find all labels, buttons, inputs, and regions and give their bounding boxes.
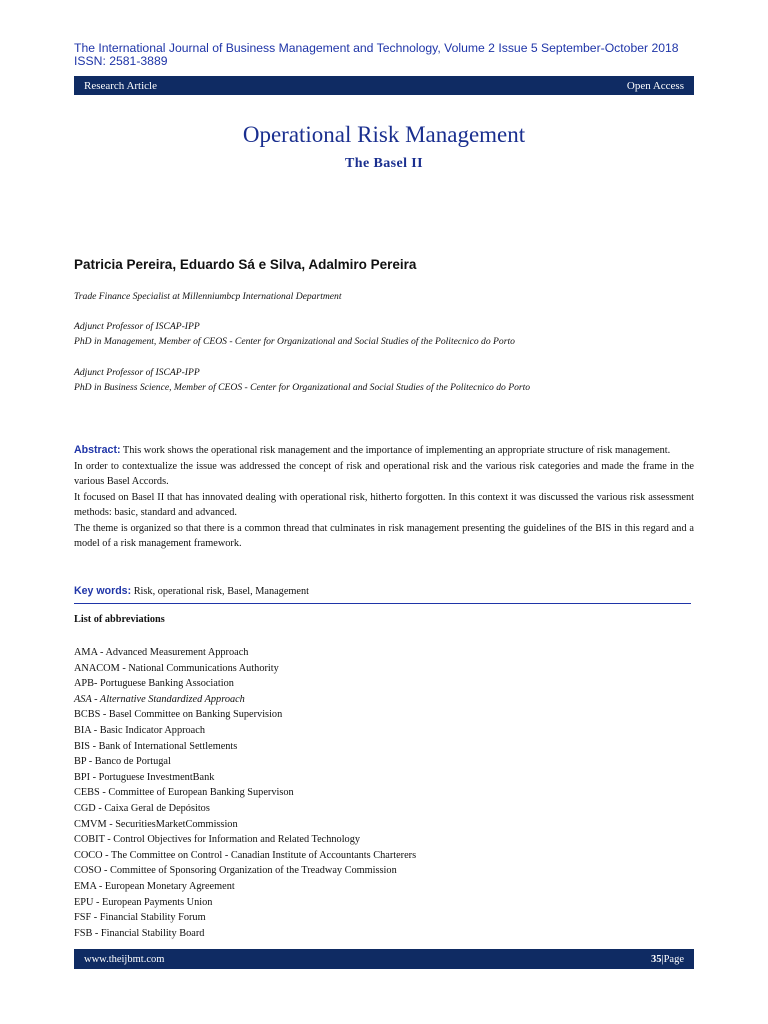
abbreviation-item: ASA - Alternative Standardized Approach	[74, 693, 245, 705]
abbreviation-item: COBIT - Control Objectives for Information and Related Technology	[74, 834, 361, 846]
journal-website: www.theijbmt.com	[84, 953, 165, 965]
abbreviation-item: BCBS - Basel Committee on Banking Supervision	[74, 709, 283, 721]
page-indicator	[651, 954, 684, 965]
abbreviation-item: FSB - Financial Stability Board	[74, 927, 205, 939]
keywords-divider	[74, 603, 691, 604]
journal-header	[74, 42, 714, 68]
abbreviation-item: AMA - Advanced Measurement Approach	[74, 647, 249, 658]
abbreviation-item: FSF - Financial Stability Forum	[74, 912, 206, 924]
abbreviations-list	[74, 645, 694, 941]
paper-subtitle: The Basel II	[345, 156, 423, 171]
page-label: |Page	[661, 953, 684, 965]
abbreviation-item: CMVM - SecuritiesMarketCommission	[74, 818, 238, 830]
abbreviation-item: EPU - European Payments Union	[74, 896, 213, 908]
keywords-section	[74, 584, 694, 599]
affiliation-line: Trade Finance Specialist at Millenniumbcp International Department	[74, 291, 342, 302]
page-number: 35	[650, 953, 662, 965]
journal-citation: The International Journal of Business Management and Technology, Volume 2 Issue 5 September-October 2018	[74, 41, 679, 55]
affiliation-line: Adjunct Professor of ISCAP-IPP	[74, 321, 200, 332]
affiliation-line: PhD in Business Science, Member of CEOS - Center for Organizational and Social Studies of the Politecnico do Porto	[74, 382, 531, 393]
abbreviation-item: CGD - Caixa Geral de Depósitos	[74, 802, 210, 814]
abstract-paragraph: It focused on Basel II that has innovated dealing with operational risk, hitherto forgotten. In this context it was discussed the various risk assessment methods: basic, standard and advanced.	[74, 491, 694, 518]
abbreviation-item: ANACOM - National Communications Authority	[74, 662, 279, 674]
affiliation-1	[74, 289, 694, 304]
abbreviation-item: BIS - Bank of International Settlements	[74, 740, 238, 752]
abbreviation-item: CEBS - Committee of European Banking Supervison	[74, 787, 294, 799]
access-type: Open Access	[626, 79, 684, 92]
author-list: Patricia Pereira, Eduardo Sá e Silva, Adalmiro Pereira	[74, 257, 417, 272]
journal-issn: ISSN: 2581-3889	[74, 54, 168, 68]
affiliation-line: Adjunct Professor of ISCAP-IPP	[74, 367, 200, 378]
abstract-section	[74, 443, 694, 552]
abstract-paragraph	[74, 443, 694, 459]
article-type: Research Article	[84, 79, 157, 92]
keywords-label: Key words:	[74, 585, 132, 597]
affiliation-line: PhD in Management, Member of CEOS - Center for Organizational and Social Studies of the Politecnico do Porto	[74, 336, 515, 347]
abbreviations-heading: List of abbreviations	[74, 614, 165, 625]
article-type-bar	[74, 76, 694, 95]
abstract-paragraph: The theme is organized so that there is a common thread that culminates in risk management presenting the guidelines of the BIS in this regard and a model of a risk management framework.	[74, 522, 694, 549]
affiliation-3	[74, 365, 694, 395]
abbreviation-item: COSO - Committee of Sponsoring Organization of the Treadway Commission	[74, 865, 397, 877]
abbreviation-item: BPI - Portuguese InvestmentBank	[74, 771, 215, 783]
abbreviation-item: COCO - The Committee on Control - Canadian Institute of Accountants Charterers	[74, 849, 417, 861]
abstract-label: Abstract:	[74, 444, 121, 456]
abstract-text: This work shows the operational risk management and the importance of implementing an appropriate structure of risk management.	[122, 445, 671, 456]
abbreviation-item: BP - Banco de Portugal	[74, 756, 171, 768]
keywords-text: Risk, operational risk, Basel, Management	[133, 586, 309, 597]
abbreviation-item: EMA - European Monetary Agreement	[74, 880, 235, 892]
paper-title: Operational Risk Management	[242, 122, 526, 147]
affiliation-2	[74, 319, 694, 349]
abbreviation-item: BIA - Basic Indicator Approach	[74, 724, 205, 736]
page-footer	[74, 949, 694, 969]
abstract-paragraph: In order to contextualize the issue was addressed the concept of risk and operational risk and the various risk categories and made the frame in the various Basel Accords.	[74, 460, 694, 487]
abbreviation-item: APB- Portuguese Banking Association	[74, 678, 234, 690]
